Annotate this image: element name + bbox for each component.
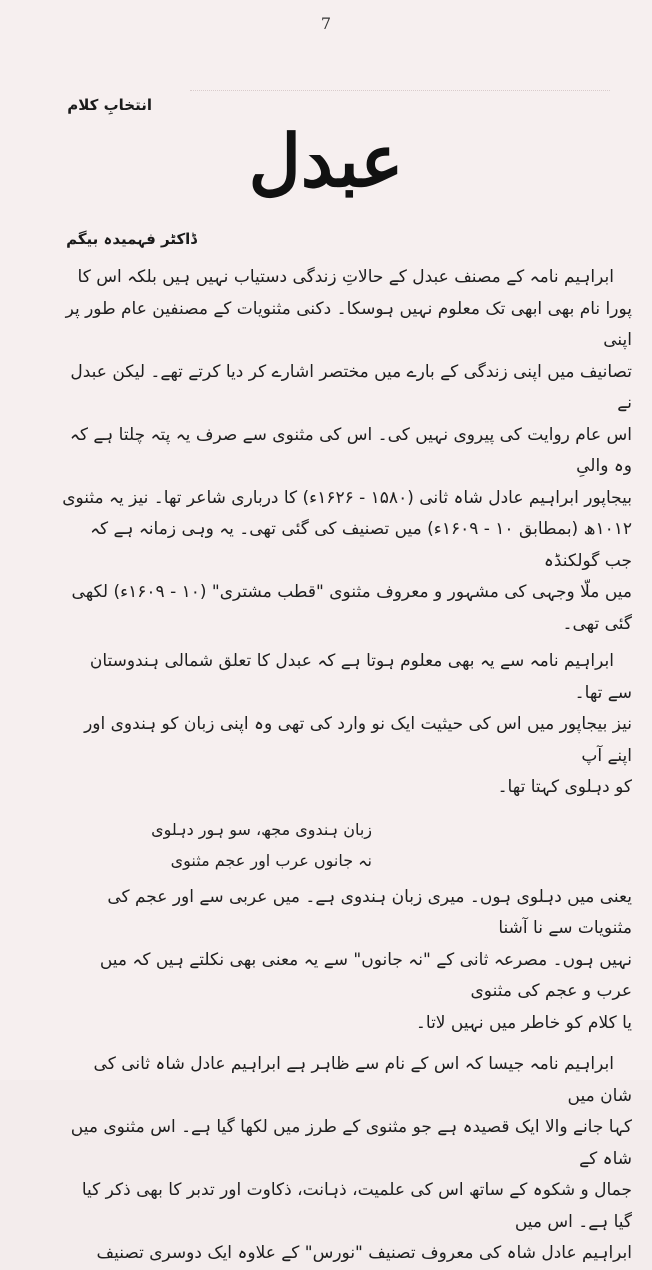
paragraph-3-line-3: یا کلام کو خاطر میں نہیں لاتا۔ xyxy=(415,1012,632,1033)
author-name: ڈاکٹر فہمیدہ بیگم xyxy=(66,230,197,248)
paragraph-2-line-3: کو دہلوی کہتا تھا۔ xyxy=(497,777,632,797)
page-number: 7 xyxy=(320,14,332,33)
paragraph-1-line-5: بیجاپور ابراہیم عادل شاہ ثانی (۱۵۸۰ - ۱۶۲۶ء) کا درباری شاعر تھا۔ نیز یہ مثنوی xyxy=(62,487,632,508)
paragraph-1-line-6: ۱۰۱۲ھ (بمطابق ۱۰ - ۱۶۰۹ء) میں تصنیف کی گئی تھی۔ یہ وہی زمانہ ہے کہ جب گولکنڈہ xyxy=(90,519,632,571)
paragraph-1-line-7: میں ملّا وجہی کی مشہور و معروف مثنوی "قطب مشتری" (۱۰ - ۱۶۰۹ء) لکھی گئی تھی۔ xyxy=(71,582,632,634)
paragraph-1-line-3: تصانیف میں اپنی زندگی کے بارے میں مختصر اشارے کر دیا کرتے تھے۔ لیکن عبدل نے xyxy=(70,361,632,413)
paragraph-4-line-2: کہا جانے والا ایک قصیدہ ہے جو مثنوی کے طرز میں لکھا گیا ہے۔ اس مثنوی میں شاہ کے xyxy=(70,1117,632,1169)
paragraph-4-line-1: ابراہیم نامہ جیسا کہ اس کے نام سے ظاہر ہے ابراہیم عادل شاہ ثانی کی شان میں xyxy=(93,1054,632,1106)
section-label: انتخابِ کلام xyxy=(67,96,152,114)
paragraph-1-line-1: ابراہیم نامہ کے مصنف عبدل کے حالاتِ زندگی دستیاب نہیں ہیں بلکہ اس کا xyxy=(77,267,614,287)
paragraph-4-line-4: ابراہیم عادل شاہ کی معروف تصنیف "نورس" کے علاوہ ایک دوسری تصنیف xyxy=(96,1243,632,1263)
paragraph-1-line-2: پورا نام بھی ابھی تک معلوم نہیں ہوسکا۔ دکنی مثنویات کے مصنفین عام طور پر اپنی xyxy=(65,298,632,350)
paragraph-3-line-1: یعنی میں دہلوی ہوں۔ میری زبان ہندوی ہے۔ میں عربی سے اور عجم کی مثنویات سے نا آشنا xyxy=(107,886,632,938)
paragraph-3-line-2: نہیں ہوں۔ مصرعہ ثانی کے "نہ جانوں" سے یہ معنی بھی نکلتے ہیں کہ میں عرب و عجم کی مثنوی xyxy=(99,949,632,1001)
verse-line-2: نہ جانوں عرب اور عجم مثنوی xyxy=(170,850,372,870)
article-body xyxy=(62,262,632,1270)
paragraph-4-line-3: جمال و شکوہ کے ساتھ اس کی علمیت، ذہانت، ذکاوت اور تدبر کا بھی ذکر کیا گیا ہے۔ اس میں xyxy=(81,1180,632,1232)
paragraph-2-line-1: ابراہیم نامہ سے یہ بھی معلوم ہوتا ہے کہ عبدل کا تعلق شمالی ہندوستان سے تھا۔ xyxy=(89,651,632,703)
show-through-text-line xyxy=(190,90,610,92)
paragraph-1-line-4: اس عام روایت کی پیروی نہیں کی۔ اس کی مثنوی سے صرف یہ پتہ چلتا ہے کہ وہ والیِ xyxy=(69,424,632,476)
page-title: عبدل xyxy=(248,118,404,203)
paragraph-2-line-2: نیز بیجاپور میں اس کی حیثیت ایک نو وارد کی تھی وہ اپنی زبان کو ہندوی اور اپنے آپ xyxy=(84,714,632,766)
verse-line-1: زبان ہندوی مجھ، سو ہور دہلوی xyxy=(151,819,372,839)
